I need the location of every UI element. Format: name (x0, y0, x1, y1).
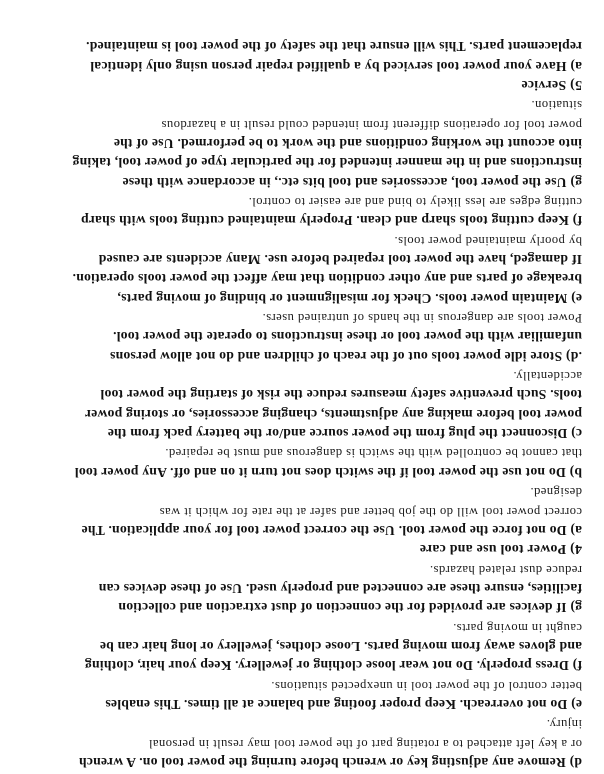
text-line: facilities, ensure these are connected and properly used. Use of these devices can (98, 580, 582, 596)
text-line: that cannot be controlled with the switch is dangerous and must be repaired. (164, 446, 582, 461)
section-heading: 5) Service (521, 77, 582, 93)
text-line: power tool before making any adjustments, changing accessories, or storing power (84, 406, 582, 422)
text-line: by poorly maintained power tools. (394, 233, 582, 248)
text-line: into account the working conditions and the work to be performed. Use of the (113, 136, 582, 151)
text-line: f) Keep cutting tools sharp and clean. Properly maintained cutting tools with sharp (80, 213, 582, 229)
text-line: g) Use the power tool, accessories and tool bits etc., in accordance with these (122, 174, 582, 190)
text-line: .d) Store idle power tools out of the reach of children and do not allow persons (109, 348, 582, 364)
text-line: injury. (546, 717, 582, 732)
text-line: tools. Such preventive safety measures reduce the risk of starting the power tool (100, 387, 582, 403)
text-line: breakage of parts and any other condition that may affect the power tools operation. (72, 271, 582, 287)
text-line: e) Maintain power tools. Check for misalignment or binding of moving parts, (117, 290, 582, 306)
text-line: and gloves away from moving parts. Loose clothes, jewellery or long hair can be (99, 638, 582, 654)
safety-instructions-text (4, 37, 582, 772)
text-line: a) Have your power tool serviced by a qualified repair person using only identical (90, 58, 582, 74)
text-line: Power tools are dangerous in the hands of untrained users. (262, 311, 582, 326)
text-line: cutting edges are less likely to bind and are easier to control. (248, 195, 582, 210)
text-line: caught in moving parts. (452, 620, 582, 635)
text-line: correct power tool will do the job better and safer at the rate for which it was (159, 504, 582, 519)
text-line: reduce dust related hazards. (429, 562, 582, 577)
text-line: a) Do not force the power tool. Use the correct power tool for your application. The (81, 522, 582, 538)
text-line: situation. (530, 98, 582, 113)
text-line: If damaged, have the power tool repaired before use. Many accidents are caused (98, 252, 582, 268)
text-line: g) If devices are provided for the connection of dust extraction and collection (118, 600, 582, 616)
text-line: accidentally. (512, 369, 582, 384)
text-line: c) Disconnect the plug from the power source and/or the battery pack from the (107, 426, 582, 442)
text-line: b) Do not use the power tool if the switch does not turn it on and off. Any power tool (74, 464, 582, 480)
section-heading: 4) Power tool use and care (419, 542, 582, 558)
text-line: designed. (530, 485, 582, 500)
text-line: unfamiliar with the power tool or these instructions to operate the power tool. (112, 329, 582, 345)
text-line: instructions and in the manner intended for the particular type of power tool, taking (72, 155, 582, 171)
text-line: power tool for operations different from intended could result in a hazardous (161, 117, 582, 132)
text-line: f) Dress properly. Do not wear loose clothing or jewellery. Keep your hair, clothing (84, 658, 582, 674)
text-line: or a key left attached to a rotating part of the power tool may result in personal (148, 736, 582, 751)
text-line: d) Remove any adjusting key or wrench before turning the power tool on. A wrench (78, 755, 582, 770)
text-line: replacement parts. This will ensure that the safety of the power tool is maintained. (85, 39, 582, 55)
text-line: better control of the power tool in unexpected situations. (270, 678, 582, 693)
text-line: e) Do not overreach. Keep proper footing and balance at all times. This enables (105, 696, 582, 712)
